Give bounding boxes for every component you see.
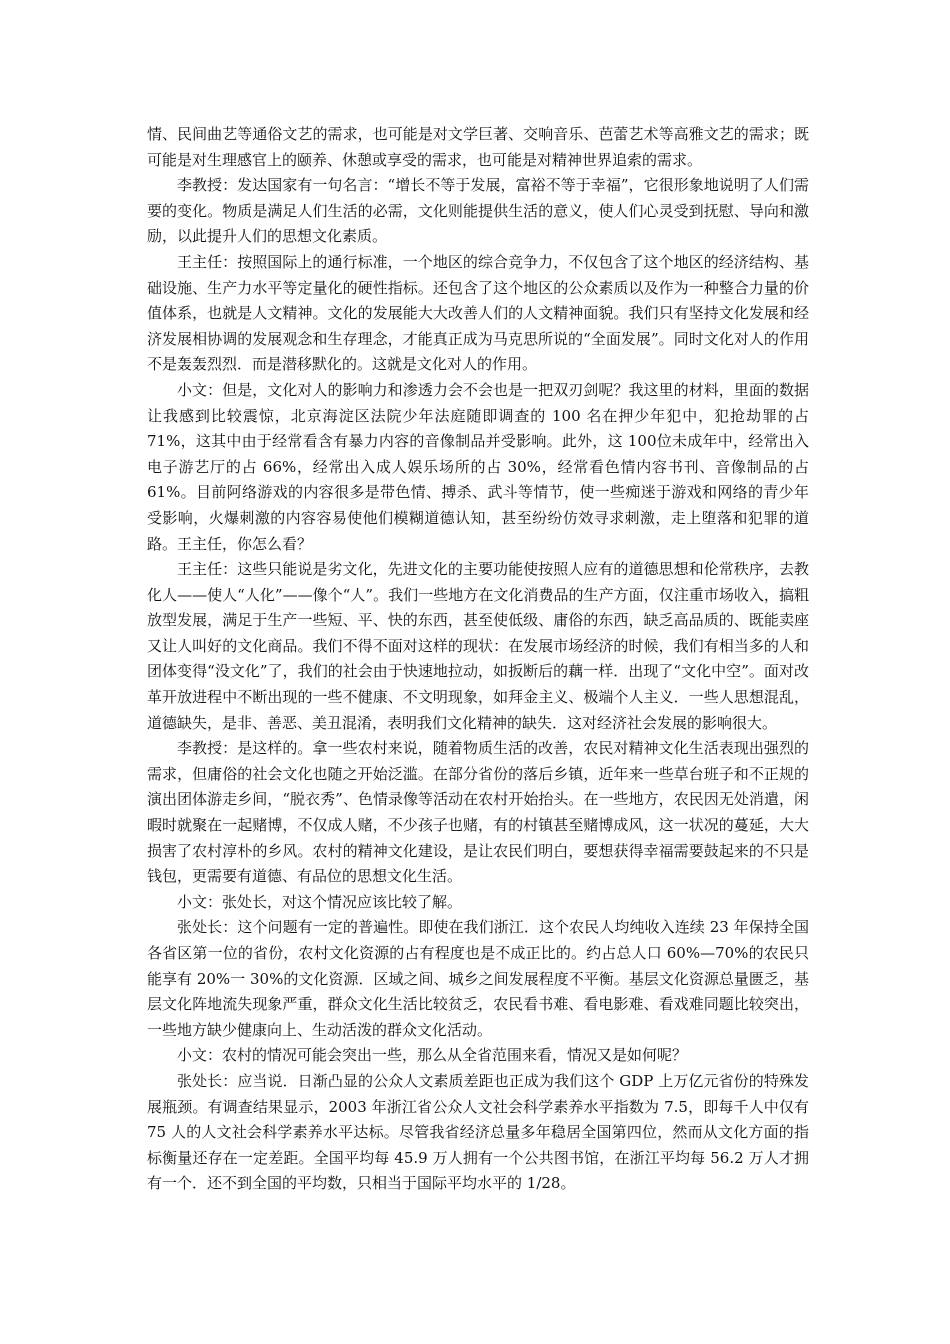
paragraph-zhang-2: 张处长：应当说．日渐凸显的公众人文素质差距也正成为我们这个 GDP 上万亿元省份的特殊发展瓶颈。有调查结果显示，2003 年浙江省公众人文社会科学素养水平指数为 7.5，即每千人中仅有 75 人的人文社会科学素养水平达标。尽管我省经济总量多年稳居全国第四位，然而从文化方面的指标衡量还存在一定差距。全国平均每 45.9 万人拥有一个公共图书馆，在浙江平均每 56.2 万人才拥有一个．还不到全国的平均数，只相当于国际平均水平的 1/28。	[147, 1071, 809, 1193]
paragraph-xiaowen-3: 小文：农村的情况可能会突出一些，那么从全省范围来看，情况又是如何呢？	[177, 1046, 688, 1065]
paragraph-wang-2: 王主任：这些只能说是劣文化，先进文化的主要功能使按照人应有的道德思想和伦常秩序，去教化人——使人“人化”——像个“人”。我们一些地方在文化消费品的生产方面，仅注重市场收入，搞粗放型发展，满足于生产一些短、平、快的东西，甚至使低级、庸俗的东西，缺乏高品质的、既能卖座又让人叫好的文化商品。我们不得不面对这样的现状：在发展市场经济的时候，我们有相当多的人和团体变得“没文化”了，我们的社会由于快速地拉动，如扳断后的藕一样．出现了“文化中空”。面对改革开放进程中不断出现的一些不健康、不文明现象，如拜金主义、极端个人主义．一些人思想混乱，道德缺失，是非、善恶、美丑混淆，表明我们文化精神的缺失．这对经济社会发展的影响很大。	[147, 560, 809, 732]
document-body	[147, 122, 809, 1197]
paragraph-wang-1: 王主任：按照国际上的通行标准，一个地区的综合竞争力，不仅包含了这个地区的经济结构、基础设施、生产力水平等定量化的硬性指标。还包含了这个地区的公众素质以及作为一种整合力量的价值体系，也就是人文精神。文化的发展能大大改善人们的人文精神面貌。我们只有坚持文化发展和经济发展相协调的发展观念和生存理念，才能真正成为马克思所说的“全面发展”。同时文化对人的作用不是轰轰烈烈．而是潜移默化的。这就是文化对人的作用。	[147, 252, 809, 374]
paragraph-continuation: 情、民间曲艺等通俗文艺的需求，也可能是对文学巨著、交响音乐、芭蕾艺术等高雅文艺的需求；既可能是对生理感官上的颐养、休憩或享受的需求，也可能是对精神世界追索的需求。	[147, 125, 809, 169]
paragraph-li-2: 李教授：是这样的。拿一些农村来说，随着物质生活的改善，农民对精神文化生活表现出强烈的需求，但庸俗的社会文化也随之开始泛滥。在部分省份的落后乡镇，近年来一些草台班子和不正规的演出团体游走乡间，“脱衣秀”、色情录像等活动在农村开始抬头。在一些地方，农民因无处消遣，闲暇时就聚在一起赌博，不仅成人赌，不少孩子也赌，有的村镇甚至赌博成风，这一状况的蔓延，大大损害了农村淳朴的乡风。农村的精神文化建设，是让农民们明白，要想获得幸福需要鼓起来的不只是钱包，更需要有道德、有品位的思想文化生活。	[147, 739, 809, 886]
paragraph-zhang-1: 张处长：这个问题有一定的普遍性。即使在我们浙江．这个农民人均纯收入连续 23 年保持全国各省区第一位的省份，农村文化资源的占有程度也是不成正比的。约占总人口 60%—70%的农民只能享有 20%一 30%的文化资源．区域之间、城乡之间发展程度不平衡。基层文化资源总量匮乏，基层文化阵地流失现象严重，群众文化生活比较贫乏，农民看书难、看电影难、看戏难同题比较突出，一些地方缺少健康向上、生动活泼的群众文化活动。	[147, 918, 809, 1039]
paragraph-xiaowen-1: 小文：但是，文化对人的影响力和渗透力会不会也是一把双刃剑呢？我这里的材料，里面的数据让我感到比较震惊，北京海淀区法院少年法庭随即调查的 100 名在押少年犯中，犯抢劫罪的占 71%，这其中由于经常看含有暴力内容的音像制品并受影响。此外，这 100位未成年中，经常出入电子游艺厅的占 66%，经常出入成人娱乐场所的占 30%，经常看色情内容书刊、音像制品的占 61%。目前阿络游戏的内容很多是带色情、搏杀、武斗等情节，使一些痴迷于游戏和网络的青少年受影响，火爆刺激的内容容易使他们模糊道德认知，甚至纷纷仿效寻求刺激，走上堕落和犯罪的道路。王主任，你怎么看？	[147, 380, 809, 553]
paragraph-xiaowen-2: 小文：张处长，对这个情况应该比较了解。	[177, 892, 463, 911]
paragraph-li-1: 李教授：发达国家有一句名言：“增长不等于发展，富裕不等于幸福”，它很形象地说明了人们需要的变化。物质是满足人们生活的必需，文化则能提供生活的意义，使人们心灵受到抚慰、导向和激励，以此提升人们的思想文化素质。	[147, 176, 809, 246]
